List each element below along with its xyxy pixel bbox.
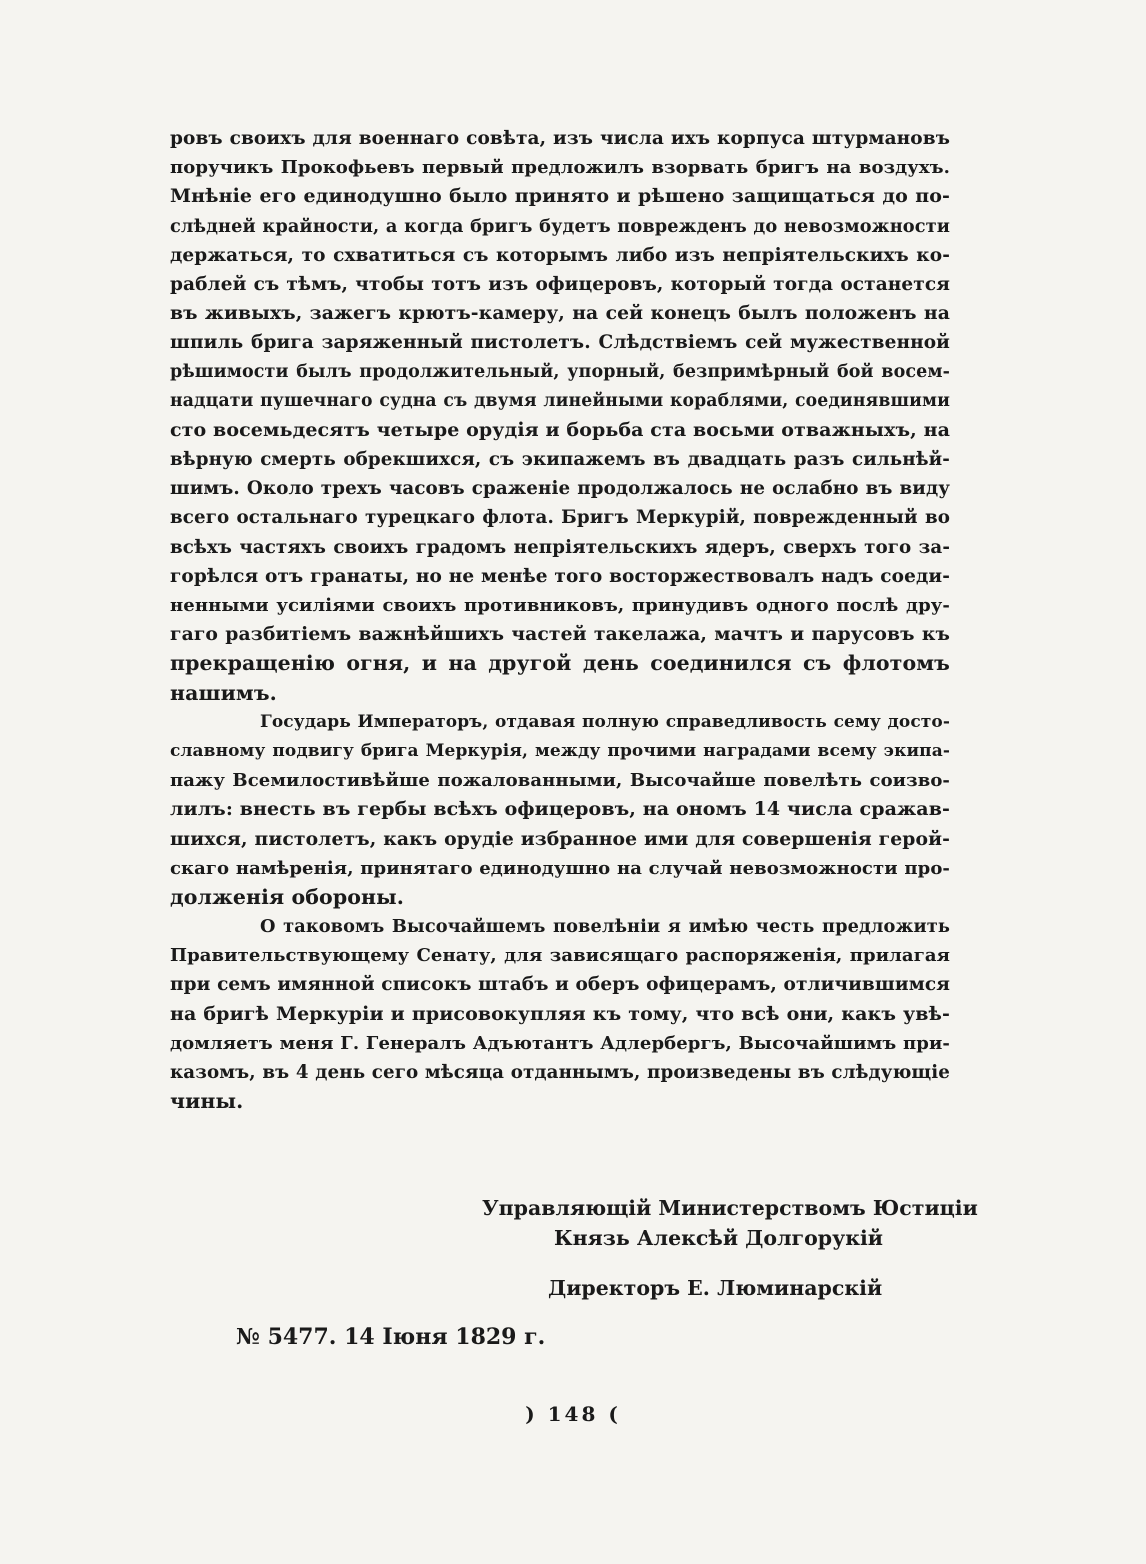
body-line: держаться, то схватиться съ которымъ либо изъ непріятельскихъ ко-: [170, 244, 950, 266]
body-line: прекращенію огня, и на другой день соединился съ флотомъ: [170, 651, 950, 676]
body-line: рѣшимости былъ продолжительный, упорный, безпримѣрный бой восем-: [170, 361, 950, 382]
body-line: на бригѣ Меркуріи и присовокупляя къ тому, что всѣ они, какъ увѣ-: [170, 1002, 950, 1025]
signature-title: Управляющій Министерствомъ Юстиціи: [482, 1196, 978, 1220]
body-line: шихся, пистолетъ, какъ орудіе избранное ими для совершенія герой-: [170, 827, 950, 850]
body-line: всѣхъ частяхъ своихъ градомъ непріятельскихъ ядеръ, сверхъ того за-: [170, 536, 950, 558]
body-line: Мнѣніе его единодушно было принято и рѣшено защищаться до по-: [170, 185, 950, 208]
body-line: домляетъ меня Г. Генералъ Адъютантъ Адлербергъ, Высочайшимъ при-: [170, 1032, 950, 1054]
body-line: гаго разбитіемъ важнѣйшихъ частей такелажа, мачтъ и парусовъ къ: [170, 623, 950, 646]
body-line: Государь Императоръ, отдавая полную справедливость сему досто-: [260, 711, 950, 732]
body-line: въ живыхъ, зажегъ крютъ-камеру, на сей конецъ былъ положенъ на: [170, 302, 950, 325]
body-line: О таковомъ Высочайшемъ повелѣніи я имѣю честь предложить: [260, 916, 950, 938]
signature-name: Князь Алексѣй Долгорукій: [554, 1226, 884, 1250]
body-line: скаго намѣренія, принятаго единодушно на случай невозможности про-: [170, 857, 950, 879]
body-line: ровъ своихъ для военнаго совѣта, изъ числа ихъ корпуса штурмановъ: [170, 128, 950, 149]
body-line: славному подвигу брига Меркурія, между прочими наградами всему экипа-: [170, 740, 950, 761]
body-line: лилъ: внесть въ гербы всѣхъ офицеровъ, на ономъ 14 числа сражав-: [170, 798, 950, 821]
body-line: слѣдней крайности, а когда бригъ будетъ поврежденъ до невозможности: [170, 215, 950, 237]
body-line: долженія обороны.: [170, 884, 405, 909]
body-line: раблей съ тѣмъ, чтобы тотъ изъ офицеровъ, который тогда останется: [170, 273, 950, 295]
body-line: горѣлся отъ гранаты, но не менѣе того восторжествовалъ надъ соеди-: [170, 565, 950, 587]
body-line: сто восемьдесятъ четыре орудія и борьба ста восьми отважныхъ, на: [170, 418, 950, 441]
body-line: пажу Всемилостивѣйше пожалованными, Высочайше повелѣть соизво-: [170, 770, 950, 792]
body-line: Правительствующему Сенату, для зависящаго распоряженія, прилагая: [170, 945, 950, 967]
body-line: всего остальнаго турецкаго флота. Бригъ Меркурій, поврежденный во: [170, 507, 950, 529]
body-line: нашимъ.: [170, 680, 277, 705]
body-line: при семъ имянной списокъ штабъ и оберъ офицерамъ, отличившимся: [170, 974, 950, 996]
body-line: казомъ, въ 4 день сего мѣсяца отданнымъ, произведены въ слѣдующіе: [170, 1062, 950, 1083]
body-line: надцати пушечнаго судна съ двумя линейными кораблями, соединявшими: [170, 390, 950, 411]
body-line: вѣрную смерть обрекшихся, съ экипажемъ въ двадцать разъ сильнѣй-: [170, 449, 950, 471]
body-line: поручикъ Прокофьевъ первый предложилъ взорвать бригъ на воздухъ.: [170, 157, 950, 179]
body-line: шимъ. Около трехъ часовъ сраженіе продолжалось не ослабно въ виду: [170, 478, 950, 500]
body-text: [170, 124, 950, 1116]
page-number: ) 148 (: [525, 1402, 621, 1426]
body-line: ненными усиліями своихъ противниковъ, принудивъ одного послѣ дру-: [170, 595, 950, 616]
body-line: чины.: [170, 1089, 244, 1114]
body-line: шпиль брига заряженный пистолетъ. Слѣдствіемъ сей мужественной: [170, 332, 950, 354]
decree-number: № 5477. 14 Іюня 1829 г.: [236, 1324, 546, 1350]
signature-director: Директоръ Е. Люминарскій: [548, 1276, 883, 1300]
